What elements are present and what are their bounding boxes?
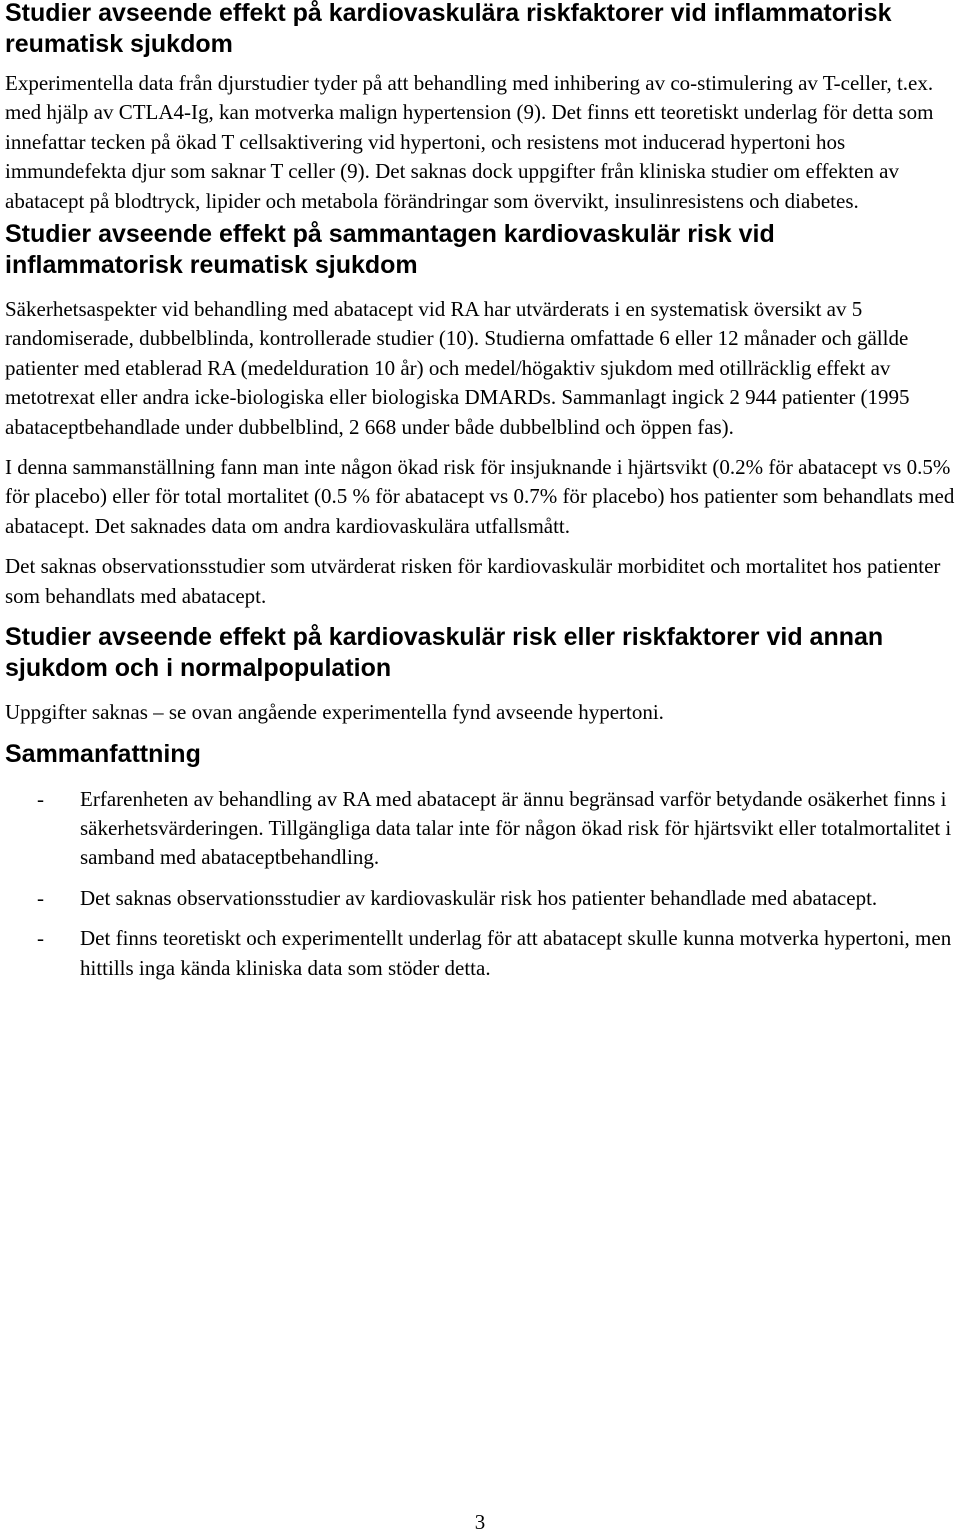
section-heading-cv-risk-factors: Studier avseende effekt på kardiovaskulära riskfaktorer vid inflammatorisk reumatisk sjukdom [5, 0, 892, 58]
summary-item-text: Det finns teoretiskt och experimentellt underlag för att abatacept skulle kunna motverka hypertoni, men hittills inga kända kliniska data som stöder detta. [80, 926, 952, 980]
bullet-dash: - [37, 926, 44, 951]
page-number: 3 [474, 1510, 486, 1534]
paragraph-heart-failure-mortality: I denna sammanställning fann man inte någon ökad risk för insjuknande i hjärtsvikt (0.2% för abatacept vs 0.5% för placebo) eller för total mortalitet (0.5 % för abatacept vs 0.7% för placebo) hos patienter som behandlats med abatacept. Det saknades data om andra kardiovaskulära utfallsmått. [5, 455, 955, 538]
summary-item-text: Det saknas observationsstudier av kardiovaskulär risk hos patienter behandlade med abatacept. [80, 885, 878, 910]
summary-list [5, 785, 957, 983]
section-heading-overall-cv-risk: Studier avseende effekt på sammantagen kardiovaskulär risk vid inflammatorisk reumatisk sjukdom [5, 220, 775, 280]
paragraph-observational-studies: Det saknas observationsstudier som utvärderat risken för kardiovaskulär morbiditet och mortalitet hos patienter som behandlats med abatacept. [5, 554, 941, 608]
summary-item-text: Erfarenheten av behandling av RA med abatacept är ännu begränsad varför betydande osäkerhet finns i säkerhetsvärderingen. Tillgängliga data talar inte för någon ökad risk för hjärtsvikt eller totalmortalitet i samband med abataceptbehandling. [80, 786, 952, 870]
paragraph-experimental-data: Experimentella data från djurstudier tyder på att behandling med inhibering av co-stimulering av T-celler, t.ex. med hjälp av CTLA4-Ig, kan motverka malign hypertension (9). Det finns ett teoretiskt underlag för detta som innefattar tecken på ökad T cellsaktivering vid hypertoni, och resistens mot inducerad hypertoni hos immundefekta djur som saknar T celler (9). Det saknas dock uppgifter från kliniska studier om effekten av abatacept på blodtryck, lipider och metabola förändringar som övervikt, insulinresistens och diabetes. [5, 71, 934, 213]
paragraph-data-missing: Uppgifter saknas – se ovan angående experimentella fynd avseende hypertoni. [5, 700, 664, 725]
summary-heading: Sammanfattning [5, 739, 201, 768]
summary-item [5, 924, 957, 983]
summary-item [5, 884, 957, 913]
bullet-dash: - [37, 786, 44, 811]
bullet-dash: - [37, 885, 44, 910]
document-page [5, 0, 957, 994]
summary-item [5, 785, 957, 873]
paragraph-safety-review: Säkerhetsaspekter vid behandling med abatacept vid RA har utvärderats i en systematisk översikt av 5 randomiserade, dubbelblinda, kontrollerade studier (10). Studierna omfattade 6 eller 12 månader och gällde patienter med etablerad RA (medelduration 10 år) och medel/högaktiv sjukdom med otillräcklig effekt av metotrexat eller andra icke-biologiska eller biologiska DMARDs. Sammanlagt ingick 2 944 patienter (1995 abataceptbehandlade under dubbelblind, 2 668 under både dubbelblind och öppen fas). [5, 297, 910, 439]
section-heading-other-disease: Studier avseende effekt på kardiovaskulär risk eller riskfaktorer vid annan sjukdom och i normalpopulation [5, 623, 884, 683]
